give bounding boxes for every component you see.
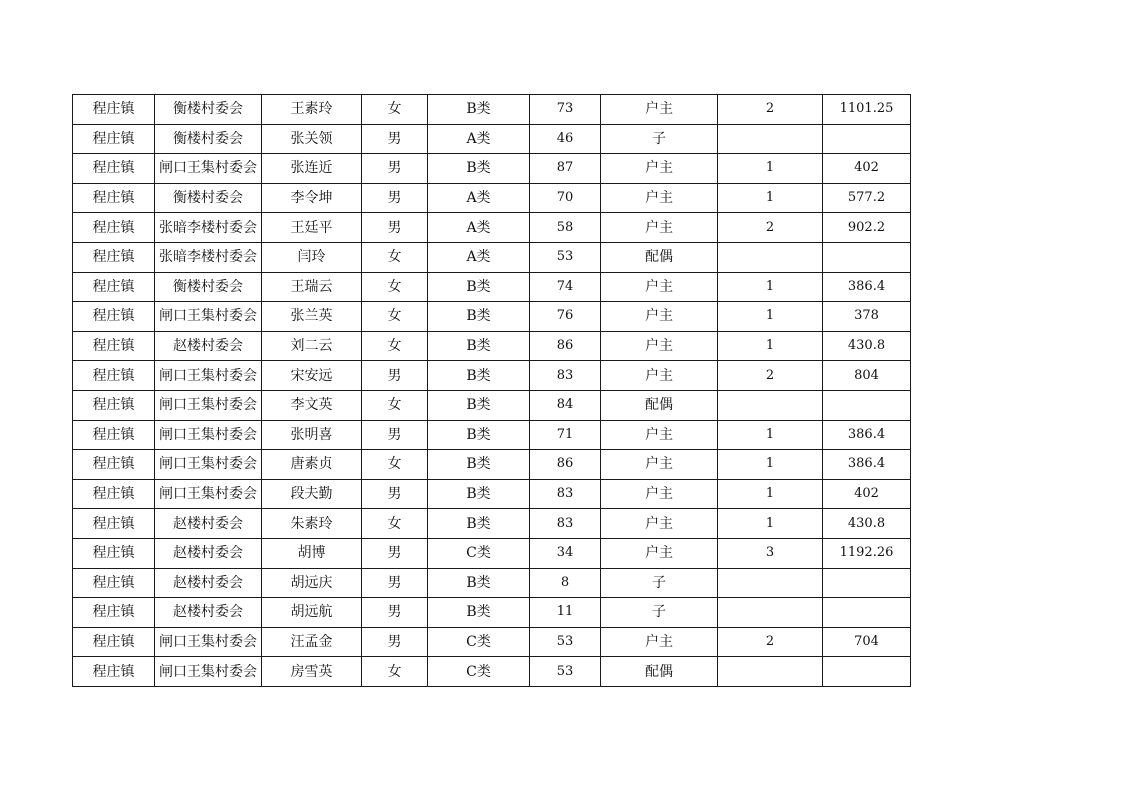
gender-cell: 男 <box>362 154 428 184</box>
relation-cell: 配偶 <box>601 657 718 687</box>
village-cell: 张暗李楼村委会 <box>155 242 262 272</box>
household-count-cell: 1 <box>718 302 823 332</box>
gender-cell: 女 <box>362 302 428 332</box>
amount-cell <box>823 598 911 628</box>
name-cell: 王廷平 <box>262 213 362 243</box>
household-count-cell <box>718 390 823 420</box>
town-cell: 程庄镇 <box>73 538 155 568</box>
table-row <box>73 390 911 420</box>
town-cell: 程庄镇 <box>73 450 155 480</box>
town-cell: 程庄镇 <box>73 627 155 657</box>
gender-cell: 女 <box>362 390 428 420</box>
gender-cell: 男 <box>362 598 428 628</box>
gender-cell: 男 <box>362 479 428 509</box>
table-row <box>73 420 911 450</box>
household-count-cell: 2 <box>718 95 823 125</box>
relation-cell: 户主 <box>601 331 718 361</box>
village-cell: 闸口王集村委会 <box>155 450 262 480</box>
name-cell: 王素玲 <box>262 95 362 125</box>
village-cell: 赵楼村委会 <box>155 509 262 539</box>
town-cell: 程庄镇 <box>73 390 155 420</box>
table-row <box>73 154 911 184</box>
household-count-cell: 1 <box>718 154 823 184</box>
category-cell: B类 <box>428 272 530 302</box>
assistance-roster-table <box>72 94 911 687</box>
amount-cell: 430.8 <box>823 331 911 361</box>
village-cell: 闸口王集村委会 <box>155 657 262 687</box>
name-cell: 汪孟金 <box>262 627 362 657</box>
category-cell: B类 <box>428 361 530 391</box>
amount-cell: 577.2 <box>823 183 911 213</box>
age-cell: 53 <box>530 657 601 687</box>
name-cell: 王瑞云 <box>262 272 362 302</box>
gender-cell: 女 <box>362 331 428 361</box>
table-row <box>73 450 911 480</box>
age-cell: 86 <box>530 450 601 480</box>
village-cell: 衡楼村委会 <box>155 272 262 302</box>
household-count-cell: 1 <box>718 272 823 302</box>
age-cell: 8 <box>530 568 601 598</box>
name-cell: 张明喜 <box>262 420 362 450</box>
relation-cell: 户主 <box>601 154 718 184</box>
gender-cell: 女 <box>362 242 428 272</box>
category-cell: C类 <box>428 538 530 568</box>
village-cell: 赵楼村委会 <box>155 598 262 628</box>
table-row <box>73 183 911 213</box>
amount-cell <box>823 124 911 154</box>
village-cell: 张暗李楼村委会 <box>155 213 262 243</box>
village-cell: 赵楼村委会 <box>155 538 262 568</box>
town-cell: 程庄镇 <box>73 154 155 184</box>
category-cell: A类 <box>428 183 530 213</box>
age-cell: 86 <box>530 331 601 361</box>
household-count-cell <box>718 242 823 272</box>
relation-cell: 户主 <box>601 627 718 657</box>
name-cell: 胡远庆 <box>262 568 362 598</box>
relation-cell: 户主 <box>601 450 718 480</box>
name-cell: 闫玲 <box>262 242 362 272</box>
relation-cell: 子 <box>601 568 718 598</box>
relation-cell: 户主 <box>601 272 718 302</box>
town-cell: 程庄镇 <box>73 272 155 302</box>
household-count-cell: 1 <box>718 509 823 539</box>
relation-cell: 户主 <box>601 509 718 539</box>
age-cell: 73 <box>530 95 601 125</box>
amount-cell: 402 <box>823 479 911 509</box>
name-cell: 张连近 <box>262 154 362 184</box>
household-count-cell: 1 <box>718 420 823 450</box>
household-count-cell: 1 <box>718 479 823 509</box>
amount-cell <box>823 242 911 272</box>
town-cell: 程庄镇 <box>73 331 155 361</box>
table-row <box>73 272 911 302</box>
household-count-cell: 3 <box>718 538 823 568</box>
amount-cell <box>823 657 911 687</box>
name-cell: 段夫勤 <box>262 479 362 509</box>
town-cell: 程庄镇 <box>73 509 155 539</box>
name-cell: 张关领 <box>262 124 362 154</box>
gender-cell: 男 <box>362 213 428 243</box>
age-cell: 53 <box>530 627 601 657</box>
relation-cell: 户主 <box>601 213 718 243</box>
gender-cell: 男 <box>362 124 428 154</box>
town-cell: 程庄镇 <box>73 242 155 272</box>
table-row <box>73 627 911 657</box>
household-count-cell <box>718 568 823 598</box>
amount-cell <box>823 568 911 598</box>
age-cell: 58 <box>530 213 601 243</box>
household-count-cell <box>718 124 823 154</box>
table-row <box>73 361 911 391</box>
table-row <box>73 479 911 509</box>
village-cell: 闸口王集村委会 <box>155 420 262 450</box>
name-cell: 朱素玲 <box>262 509 362 539</box>
village-cell: 赵楼村委会 <box>155 568 262 598</box>
category-cell: B类 <box>428 598 530 628</box>
household-count-cell: 1 <box>718 331 823 361</box>
amount-cell: 378 <box>823 302 911 332</box>
village-cell: 闸口王集村委会 <box>155 627 262 657</box>
town-cell: 程庄镇 <box>73 183 155 213</box>
table-row <box>73 598 911 628</box>
name-cell: 房雪英 <box>262 657 362 687</box>
village-cell: 赵楼村委会 <box>155 331 262 361</box>
age-cell: 83 <box>530 361 601 391</box>
age-cell: 71 <box>530 420 601 450</box>
relation-cell: 子 <box>601 124 718 154</box>
gender-cell: 男 <box>362 627 428 657</box>
name-cell: 李文英 <box>262 390 362 420</box>
category-cell: B类 <box>428 479 530 509</box>
town-cell: 程庄镇 <box>73 95 155 125</box>
age-cell: 46 <box>530 124 601 154</box>
table-row <box>73 657 911 687</box>
amount-cell: 386.4 <box>823 272 911 302</box>
age-cell: 34 <box>530 538 601 568</box>
age-cell: 11 <box>530 598 601 628</box>
table-row <box>73 124 911 154</box>
gender-cell: 女 <box>362 95 428 125</box>
name-cell: 胡博 <box>262 538 362 568</box>
category-cell: C类 <box>428 657 530 687</box>
name-cell: 胡远航 <box>262 598 362 628</box>
village-cell: 衡楼村委会 <box>155 95 262 125</box>
household-count-cell: 1 <box>718 183 823 213</box>
amount-cell: 386.4 <box>823 420 911 450</box>
name-cell: 唐素贞 <box>262 450 362 480</box>
age-cell: 70 <box>530 183 601 213</box>
gender-cell: 女 <box>362 657 428 687</box>
amount-cell: 902.2 <box>823 213 911 243</box>
name-cell: 刘二云 <box>262 331 362 361</box>
category-cell: B类 <box>428 450 530 480</box>
gender-cell: 女 <box>362 272 428 302</box>
gender-cell: 男 <box>362 568 428 598</box>
household-count-cell <box>718 598 823 628</box>
relation-cell: 配偶 <box>601 242 718 272</box>
relation-cell: 户主 <box>601 538 718 568</box>
amount-cell: 386.4 <box>823 450 911 480</box>
town-cell: 程庄镇 <box>73 479 155 509</box>
town-cell: 程庄镇 <box>73 124 155 154</box>
table-row <box>73 509 911 539</box>
relation-cell: 配偶 <box>601 390 718 420</box>
gender-cell: 男 <box>362 361 428 391</box>
category-cell: A类 <box>428 242 530 272</box>
gender-cell: 男 <box>362 420 428 450</box>
name-cell: 宋安远 <box>262 361 362 391</box>
table-row <box>73 95 911 125</box>
relation-cell: 户主 <box>601 479 718 509</box>
town-cell: 程庄镇 <box>73 568 155 598</box>
village-cell: 闸口王集村委会 <box>155 361 262 391</box>
category-cell: C类 <box>428 627 530 657</box>
category-cell: B类 <box>428 568 530 598</box>
age-cell: 53 <box>530 242 601 272</box>
amount-cell: 402 <box>823 154 911 184</box>
town-cell: 程庄镇 <box>73 657 155 687</box>
amount-cell: 430.8 <box>823 509 911 539</box>
age-cell: 84 <box>530 390 601 420</box>
table-row <box>73 213 911 243</box>
category-cell: B类 <box>428 302 530 332</box>
household-count-cell: 1 <box>718 450 823 480</box>
age-cell: 83 <box>530 479 601 509</box>
village-cell: 闸口王集村委会 <box>155 154 262 184</box>
gender-cell: 女 <box>362 450 428 480</box>
village-cell: 闸口王集村委会 <box>155 479 262 509</box>
category-cell: B类 <box>428 509 530 539</box>
name-cell: 张兰英 <box>262 302 362 332</box>
age-cell: 76 <box>530 302 601 332</box>
relation-cell: 户主 <box>601 361 718 391</box>
amount-cell: 1192.26 <box>823 538 911 568</box>
relation-cell: 子 <box>601 598 718 628</box>
town-cell: 程庄镇 <box>73 598 155 628</box>
household-count-cell <box>718 657 823 687</box>
table-row <box>73 302 911 332</box>
town-cell: 程庄镇 <box>73 213 155 243</box>
amount-cell: 704 <box>823 627 911 657</box>
gender-cell: 男 <box>362 183 428 213</box>
gender-cell: 女 <box>362 509 428 539</box>
table-row <box>73 331 911 361</box>
relation-cell: 户主 <box>601 302 718 332</box>
village-cell: 闸口王集村委会 <box>155 390 262 420</box>
amount-cell: 804 <box>823 361 911 391</box>
relation-cell: 户主 <box>601 183 718 213</box>
amount-cell: 1101.25 <box>823 95 911 125</box>
table-row <box>73 568 911 598</box>
category-cell: B类 <box>428 154 530 184</box>
household-count-cell: 2 <box>718 361 823 391</box>
town-cell: 程庄镇 <box>73 420 155 450</box>
amount-cell <box>823 390 911 420</box>
gender-cell: 男 <box>362 538 428 568</box>
name-cell: 李令坤 <box>262 183 362 213</box>
household-count-cell: 2 <box>718 213 823 243</box>
household-count-cell: 2 <box>718 627 823 657</box>
category-cell: A类 <box>428 124 530 154</box>
table-row <box>73 242 911 272</box>
age-cell: 87 <box>530 154 601 184</box>
category-cell: A类 <box>428 213 530 243</box>
age-cell: 74 <box>530 272 601 302</box>
category-cell: B类 <box>428 420 530 450</box>
table-body <box>73 95 911 687</box>
village-cell: 衡楼村委会 <box>155 124 262 154</box>
category-cell: B类 <box>428 95 530 125</box>
village-cell: 闸口王集村委会 <box>155 302 262 332</box>
town-cell: 程庄镇 <box>73 361 155 391</box>
table-row <box>73 538 911 568</box>
age-cell: 83 <box>530 509 601 539</box>
relation-cell: 户主 <box>601 95 718 125</box>
relation-cell: 户主 <box>601 420 718 450</box>
village-cell: 衡楼村委会 <box>155 183 262 213</box>
category-cell: B类 <box>428 331 530 361</box>
category-cell: B类 <box>428 390 530 420</box>
town-cell: 程庄镇 <box>73 302 155 332</box>
